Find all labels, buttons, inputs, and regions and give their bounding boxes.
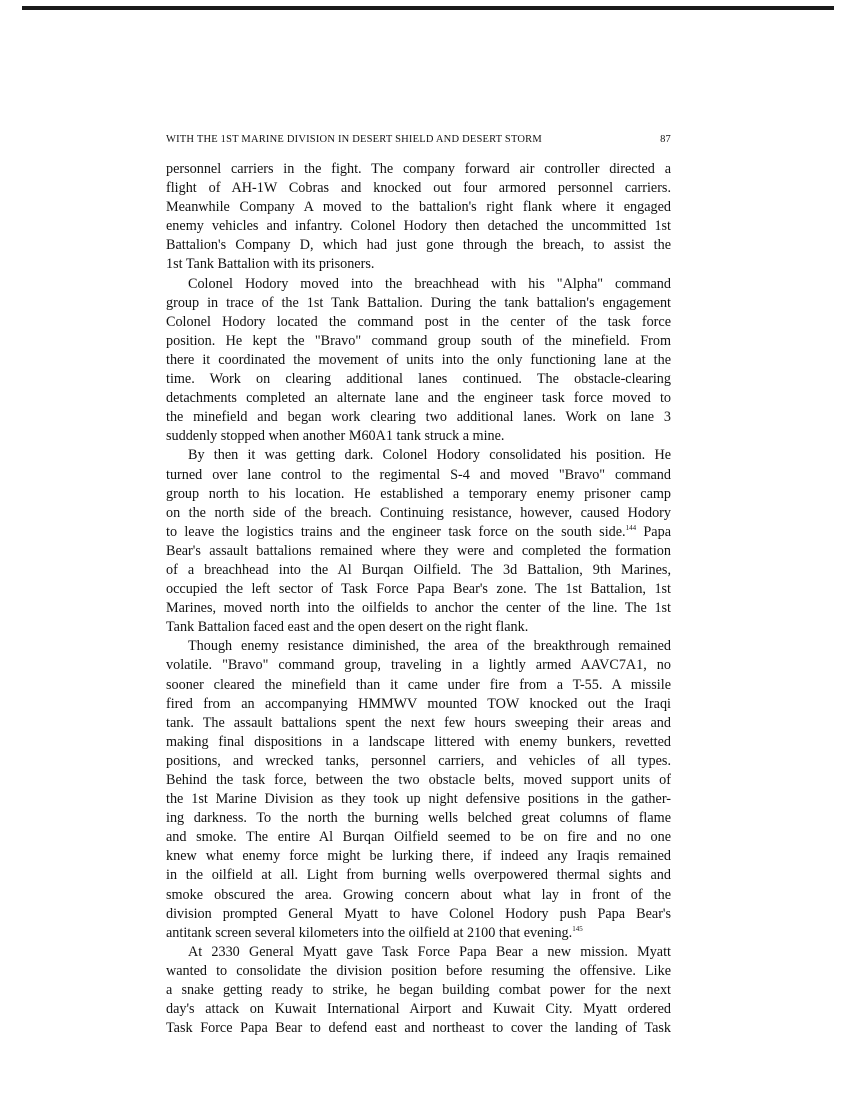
text-line: there it coordinated the movement of units into the only functioning lane at the	[166, 351, 671, 368]
running-title: WITH THE 1ST MARINE DIVISION IN DESERT SHIELD AND DESERT STORM	[166, 134, 542, 145]
text-line: detachments completed an alternate lane and the engineer task force moved to	[166, 390, 671, 407]
text-line: suddenly stopped when another M60A1 tank struck a mine.	[166, 428, 505, 445]
text-line: Tank Battalion faced east and the open desert on the right flank.	[166, 619, 529, 636]
text-line: flight of AH-1W Cobras and knocked out four armored personnel carriers.	[166, 180, 671, 197]
text-line: Bear's assault battalions remained where they were and completed the formation	[166, 542, 671, 559]
text-line: the minefield and began work clearing two additional lanes. Work on lane 3	[166, 409, 671, 426]
text-line: Battalion's Company D, which had just gone through the breach, to assist the	[166, 237, 671, 254]
line-text: to leave the logistics trains and the engineer task force on the south side.	[166, 523, 626, 540]
footnote-marker: 145	[572, 924, 583, 933]
text-line: Colonel Hodory moved into the breachhead with his "Alpha" command	[188, 275, 671, 292]
text-line: Marines, moved north into the oilfields to anchor the center of the line. The 1st	[166, 600, 671, 617]
text-line: enemy vehicles and infantry. Colonel Hodory then detached the uncommitted 1st	[166, 218, 671, 235]
text-line: occupied the left sector of Task Force Papa Bear's zone. The 1st Battalion, 1st	[166, 581, 671, 598]
paragraph	[166, 943, 671, 1038]
text-line: in the oilfield at all. Light from burning wells overpowered thermal sights and	[166, 867, 671, 884]
text-line: personnel carriers in the fight. The company forward air controller directed a	[166, 161, 671, 177]
text-line: Meanwhile Company A moved to the battalion's right flank where it engaged	[166, 199, 671, 216]
text-line: the 1st Marine Division as they took up night defensive positions in the gather-	[166, 791, 671, 808]
paragraph	[166, 160, 671, 275]
running-head	[166, 134, 671, 145]
text-line: ing darkness. To the north the burning wells belched great columns of flame	[166, 810, 671, 827]
text-line: fired from an accompanying HMMWV mounted TOW knocked out the Iraqi	[166, 695, 671, 712]
text-line: group north to his location. He established a temporary enemy prisoner camp	[166, 485, 671, 502]
text-line: At 2330 General Myatt gave Task Force Papa Bear a new mission. Myatt	[188, 943, 671, 960]
text-line: 1st Tank Battalion with its prisoners.	[166, 256, 375, 273]
text-line: day's attack on Kuwait International Airport and Kuwait City. Myatt ordered	[166, 1001, 671, 1018]
text-line: sooner cleared the minefield than it came under fire from a T-55. A missile	[166, 676, 671, 693]
text-line: Behind the task force, between the two obstacle belts, moved support units of	[166, 772, 671, 788]
paragraph	[166, 446, 671, 637]
text-line: of a breachhead into the Al Burqan Oilfield. The 3d Battalion, 9th Marines,	[166, 561, 671, 578]
text-line: division prompted General Myatt to have Colonel Hodory push Papa Bear's	[166, 905, 671, 922]
text-line: smoke obscured the area. Growing concern about what lay in front of the	[166, 886, 671, 903]
text-line: tank. The assault battalions spent the next few hours sweeping their areas and	[166, 714, 671, 731]
text-line: knew what enemy force might be lurking there, if indeed any Iraqis remained	[166, 848, 671, 865]
body-text	[166, 160, 671, 1038]
text-line: and smoke. The entire Al Burqan Oilfield seemed to be on fire and no one	[166, 829, 671, 846]
text-line: By then it was getting dark. Colonel Hodory consolidated his position. He	[188, 447, 671, 464]
text-line: volatile. "Bravo" command group, traveling in a lightly armed AAVC7A1, no	[166, 657, 671, 674]
text-line	[166, 523, 671, 542]
line-text: Papa	[643, 523, 672, 540]
text-line: Though enemy resistance diminished, the area of the breakthrough remained	[188, 638, 671, 655]
text-line: turned over lane control to the regimental S-4 and moved "Bravo" command	[166, 466, 671, 483]
text-line: wanted to consolidate the division position before resuming the offensive. Like	[166, 962, 671, 979]
line-text: antitank screen several kilometers into the oilfield at 2100 that evening.	[166, 924, 573, 941]
text-line: a snake getting ready to strike, he began building combat power for the next	[166, 982, 671, 999]
text-line: making final dispositions in a landscape littered with enemy bunkers, revetted	[166, 733, 671, 750]
text-line: positions, and wrecked tanks, personnel carriers, and vehicles of all types.	[166, 752, 671, 769]
text-line: Colonel Hodory located the command post in the center of the task force	[166, 313, 671, 330]
paragraph	[166, 637, 671, 943]
text-line	[166, 924, 671, 943]
text-line: group in trace of the 1st Tank Battalion. During the tank battalion's engagement	[166, 294, 671, 311]
text-line: on the north side of the breach. Continuing resistance, however, caused Hodory	[166, 504, 671, 521]
text-line: Task Force Papa Bear to defend east and northeast to cover the landing of Task	[166, 1020, 671, 1037]
paragraph	[166, 275, 671, 447]
footnote-marker: 144	[625, 523, 637, 532]
top-rule	[22, 6, 834, 10]
page-number: 87	[660, 134, 671, 145]
text-line: time. Work on clearing additional lanes continued. The obstacle-clearing	[166, 371, 671, 388]
text-line: position. He kept the "Bravo" command group south of the minefield. From	[166, 332, 671, 349]
